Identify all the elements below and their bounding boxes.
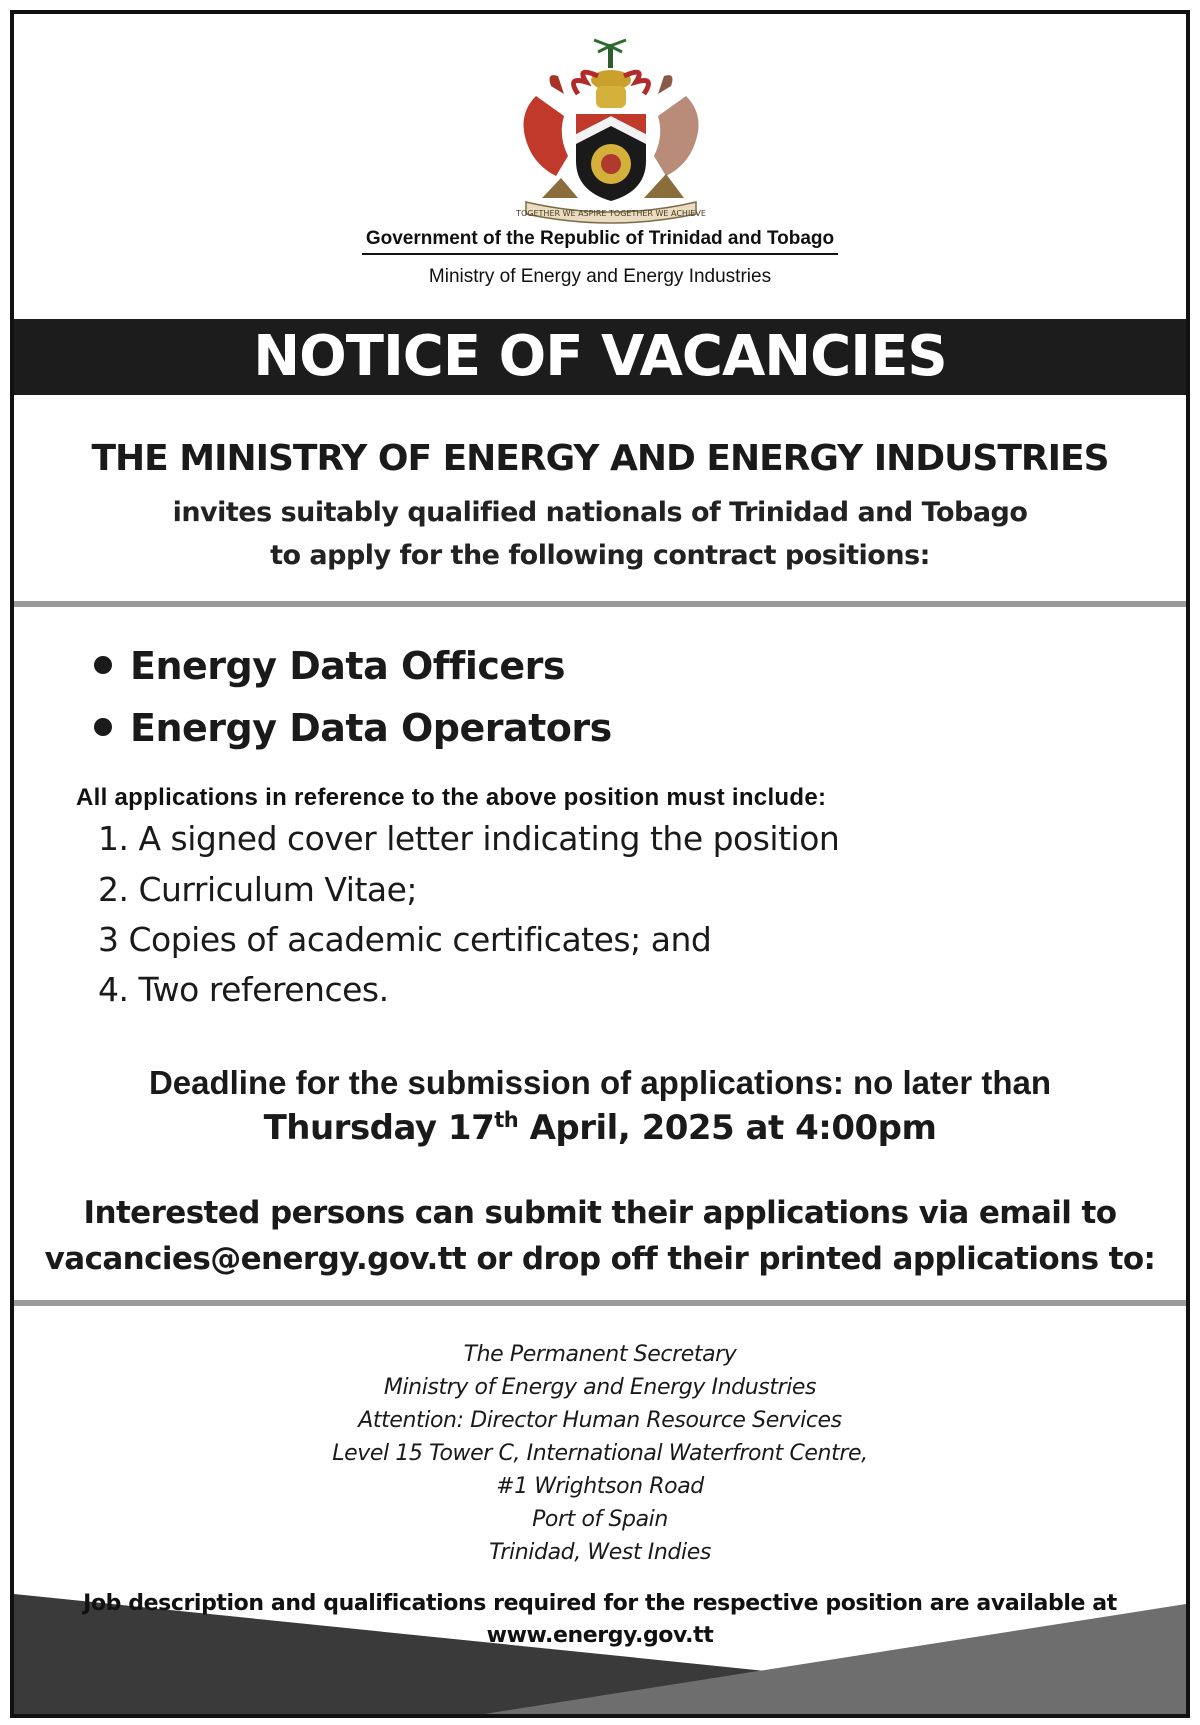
requirement-item: 2. Curriculum Vitae; [98, 870, 418, 909]
ministry-subheading: Ministry of Energy and Energy Industries [428, 266, 772, 287]
requirement-item: 4. Two references. [98, 970, 389, 1009]
submission-line-1: Interested persons can submit their applications via email to [83, 1195, 1117, 1231]
notice-banner: NOTICE OF VACANCIES [14, 319, 1186, 395]
invitation-text [14, 491, 1186, 577]
section-divider [14, 1300, 1186, 1306]
government-heading: Government of the Republic of Trinidad and Tobago [14, 228, 1186, 255]
bullet-icon [94, 718, 112, 736]
requirements-heading: All applications in reference to the above position must include: [76, 784, 827, 811]
position-label: Energy Data Operators [130, 706, 612, 750]
notice-frame [10, 10, 1190, 1718]
footer-note [14, 1588, 1186, 1652]
website-link[interactable]: www.energy.gov.tt [486, 1623, 714, 1648]
submission-instructions [14, 1190, 1186, 1282]
bullet-icon [94, 656, 112, 674]
address-line: Attention: Director Human Resource Services [358, 1408, 842, 1433]
address-line: Ministry of Energy and Energy Industries [383, 1375, 817, 1400]
position-item [94, 706, 612, 750]
requirement-item: 1. A signed cover letter indicating the position [98, 819, 840, 858]
ministry-title: THE MINISTRY OF ENERGY AND ENERGY INDUSTRIES [91, 438, 1109, 479]
deadline-date: Thursday 17th April, 2025 at 4:00pm [263, 1108, 937, 1148]
address-line: Level 15 Tower C, International Waterfront Centre, [332, 1441, 868, 1466]
position-item [94, 644, 565, 688]
address-line: The Permanent Secretary [463, 1342, 737, 1367]
requirement-item: 3 Copies of academic certificates; and [98, 920, 712, 959]
mailing-address [14, 1338, 1186, 1569]
section-divider [14, 601, 1186, 607]
coat-of-arms-icon [506, 36, 716, 226]
footer-line-1: Job description and qualifications required for the respective position are available at [83, 1591, 1117, 1616]
svg-text:TOGETHER WE ASPIRE TOGETHER W: TOGETHER WE ASPIRE TOGETHER WE ACHIEVE [516, 209, 706, 218]
address-line: Trinidad, West Indies [489, 1540, 711, 1565]
invitation-line-2: to apply for the following contract positions: [270, 540, 930, 571]
submission-line-2: vacancies@energy.gov.tt or drop off their printed applications to: [44, 1241, 1156, 1277]
deadline-text: Deadline for the submission of applications: no later than [148, 1064, 1052, 1101]
address-line: #1 Wrightson Road [496, 1474, 704, 1499]
address-line: Port of Spain [532, 1507, 668, 1532]
invitation-line-1: invites suitably qualified nationals of Trinidad and Tobago [172, 497, 1028, 528]
position-label: Energy Data Officers [130, 644, 565, 688]
